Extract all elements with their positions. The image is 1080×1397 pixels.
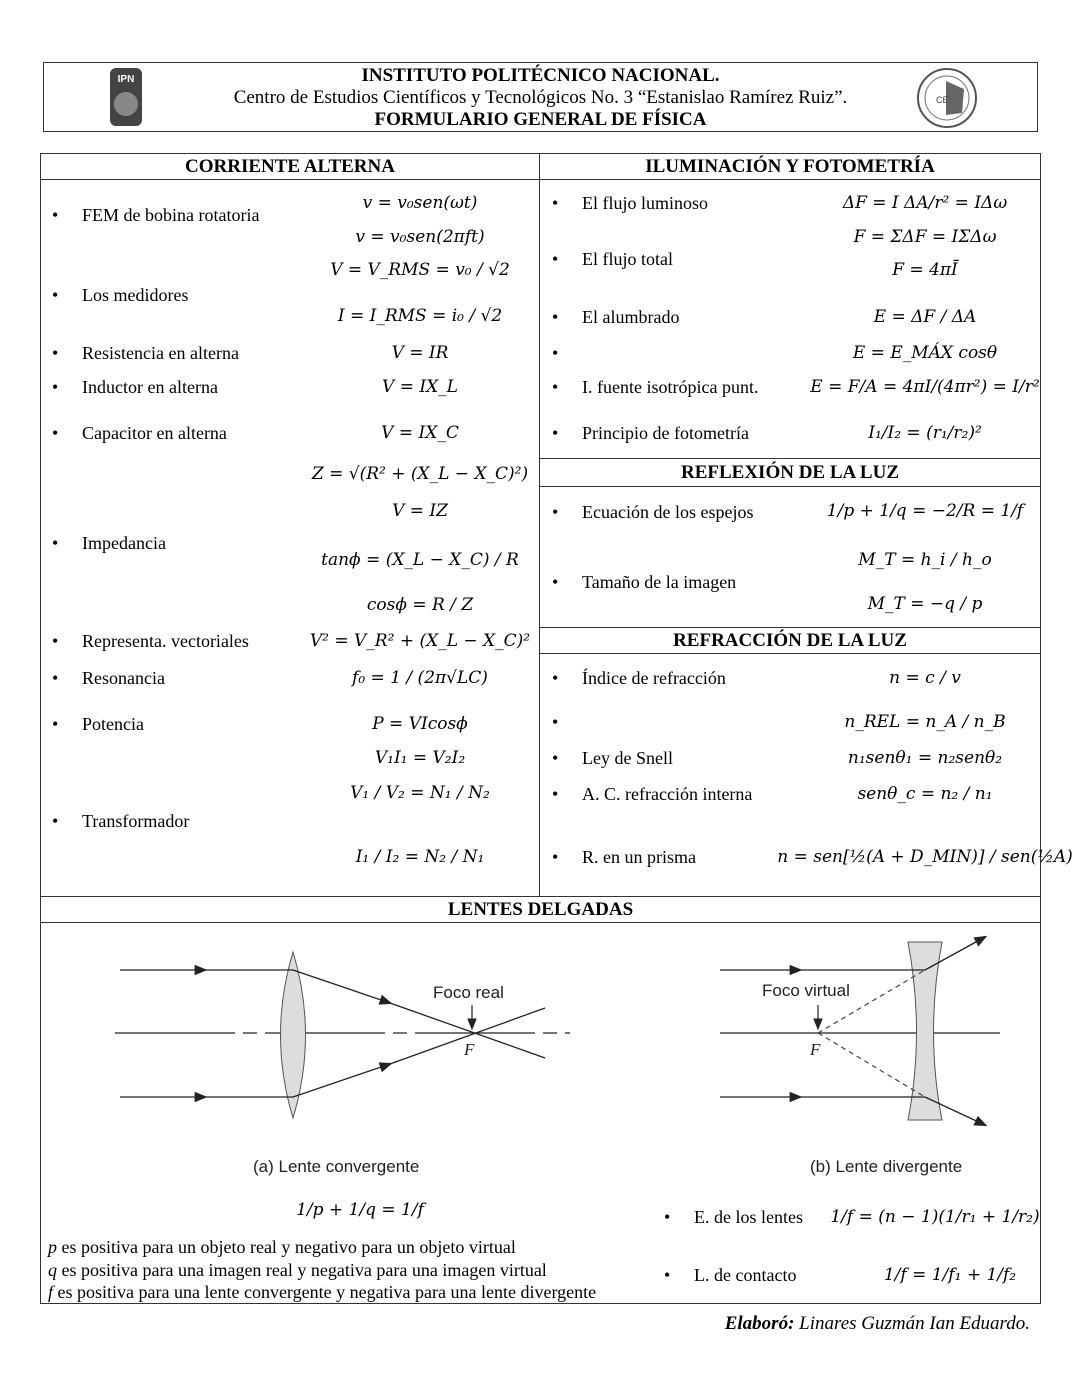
formula: I₁/I₂ = (r₁/r₂)² <box>868 423 982 443</box>
formula: E = ΔF / ΔA <box>873 307 977 327</box>
note-variable: p <box>48 1237 57 1257</box>
divider <box>540 653 1040 654</box>
reflection-label: • Ecuación de los espejos <box>582 501 753 523</box>
ac-label: • Potencia <box>82 713 144 735</box>
note-text: es positiva para una lente convergente y negativa para una lente divergente <box>53 1282 597 1302</box>
svg-text:CE: CE <box>936 95 949 105</box>
formula: senθ_c = n₂ / n₁ <box>857 784 993 804</box>
ac-label: • Representa. vectoriales <box>82 630 249 652</box>
refraction-label: • Índice de refracción <box>582 667 726 689</box>
ac-label: • Los medidores <box>82 284 188 306</box>
formula: V = IX_L <box>382 377 458 397</box>
divergent-lens-diagram <box>720 937 1000 1125</box>
divider <box>40 896 1041 897</box>
formula: V² = V_R² + (X_L − X_C)² <box>309 631 531 651</box>
formula: V = V_RMS = v₀ / √2 <box>330 260 510 280</box>
ac-label: • Resistencia en alterna <box>82 342 239 364</box>
section-title-refraction: REFRACCIÓN DE LA LUZ <box>673 630 907 651</box>
cecyt-seal <box>916 67 978 129</box>
refraction-label: • R. en un prisma <box>582 846 696 868</box>
formula: Z = √(R² + (X_L − X_C)²) <box>311 464 529 484</box>
institution-name: INSTITUTO POLITÉCNICO NACIONAL. <box>361 65 720 86</box>
ac-label: • Resonancia <box>82 667 165 689</box>
formula: n = c / v <box>889 668 961 688</box>
concave-lens-shape <box>908 942 942 1120</box>
ac-label: • Transformador <box>82 810 189 832</box>
formula: F = 4πĪ <box>892 260 958 280</box>
caption-divergent: (b) Lente divergente <box>810 1157 963 1176</box>
formula: n = sen[½(A + D_MIN)] / sen(½A) <box>777 847 1073 867</box>
virtual-focus-label: Foco virtual <box>762 981 850 1000</box>
formula: 1/p + 1/q = −2/R = 1/f <box>826 501 1024 521</box>
formula: f₀ = 1 / (2π√LC) <box>352 668 488 688</box>
formula: tanϕ = (X_L − X_C) / R <box>321 550 519 570</box>
document-title: FORMULARIO GENERAL DE FÍSICA <box>374 109 707 130</box>
note-text: es positiva para un objeto real y negativo para un objeto virtual <box>57 1237 516 1257</box>
note-q <box>48 1259 547 1281</box>
note-text: es positiva para una imagen real y negativa para una imagen virtual <box>57 1260 547 1280</box>
lens-label: • L. de contacto <box>694 1264 796 1286</box>
lens-label: • E. de los lentes <box>694 1206 803 1228</box>
light-label: • El alumbrado <box>582 306 679 328</box>
note-variable: q <box>48 1260 57 1280</box>
formula: n₁senθ₁ = n₂senθ₂ <box>847 748 1003 768</box>
author-name: Linares Guzmán Ian Eduardo. <box>794 1313 1030 1334</box>
real-focus-label: Foco real <box>433 983 504 1002</box>
ac-label: • FEM de bobina rotatoria <box>82 204 259 226</box>
formula: v = v₀sen(2πft) <box>355 227 485 247</box>
note-variable: f <box>48 1282 54 1302</box>
author-credit <box>725 1313 1030 1335</box>
divider <box>40 179 1041 180</box>
column-divider <box>539 153 540 896</box>
light-label: • Principio de fotometría <box>582 422 749 444</box>
light-label: • I. fuente isotrópica punt. <box>582 376 758 398</box>
formula: I = I_RMS = i₀ / √2 <box>337 306 503 326</box>
convex-lens-shape <box>281 952 306 1118</box>
reflection-label: • Tamaño de la imagen <box>582 571 736 593</box>
author-prefix: Elaboró: <box>724 1313 795 1334</box>
caption-convergent: (a) Lente convergente <box>253 1157 420 1176</box>
contact-lens-formula: 1/f = 1/f₁ + 1/f₂ <box>883 1265 1017 1285</box>
formula: v = v₀sen(ωt) <box>362 193 478 213</box>
formula: M_T = −q / p <box>867 594 983 614</box>
ac-label: • Capacitor en alterna <box>82 422 227 444</box>
note-f <box>48 1281 596 1303</box>
note-p <box>48 1236 516 1258</box>
divider <box>540 486 1040 487</box>
formula: ΔF = I ΔA/r² = IΔω <box>842 193 1008 213</box>
divider <box>540 458 1040 459</box>
formula: I₁ / I₂ = N₂ / N₁ <box>355 847 485 867</box>
svg-text:IPN: IPN <box>117 74 135 85</box>
light-label: • El flujo luminoso <box>582 192 708 214</box>
formula: E = F/A = 4πI/(4πr²) = I/r² <box>810 377 1040 397</box>
divider <box>540 627 1040 628</box>
lensmaker-formula: 1/f = (n − 1)(1/r₁ + 1/r₂) <box>830 1207 1040 1227</box>
focal-point-label: F <box>464 1040 475 1059</box>
formula: n_REL = n_A / n_B <box>844 712 1006 732</box>
formula: V = IX_C <box>381 423 459 443</box>
thin-lens-formula: 1/p + 1/q = 1/f <box>296 1200 424 1220</box>
formula: F = ΣΔF = IΣΔω <box>853 227 997 247</box>
light-label: • El flujo total <box>582 248 673 270</box>
formula: V = IZ <box>392 501 448 521</box>
refraction-label: • A. C. refracción interna <box>582 783 752 805</box>
formula: V₁ / V₂ = N₁ / N₂ <box>350 783 490 803</box>
lens-diagrams <box>0 922 1080 1152</box>
section-title-illumination: ILUMINACIÓN Y FOTOMETRÍA <box>645 156 935 177</box>
ac-label: • Impedancia <box>82 532 166 554</box>
formula: V₁I₁ = V₂I₂ <box>374 748 466 768</box>
formula: V = IR <box>391 343 449 363</box>
ac-label: • Inductor en alterna <box>82 376 218 398</box>
formula: cosϕ = R / Z <box>366 595 474 615</box>
header-box <box>43 62 1038 132</box>
convergent-lens-diagram <box>115 952 570 1118</box>
section-title-thin-lenses: LENTES DELGADAS <box>447 899 634 920</box>
focal-point-label: F <box>810 1040 821 1059</box>
school-name: Centro de Estudios Científicos y Tecnológicos No. 3 “Estanislao Ramírez Ruiz”. <box>233 87 848 108</box>
formula: P = VIcosϕ <box>372 714 468 734</box>
section-title-alternating-current: CORRIENTE ALTERNA <box>185 156 395 177</box>
formula: M_T = h_i / h_o <box>858 550 992 570</box>
refraction-label: • Ley de Snell <box>582 747 673 769</box>
section-title-reflection: REFLEXIÓN DE LA LUZ <box>680 462 900 483</box>
formula: E = E_MÁX cosθ <box>852 343 998 363</box>
